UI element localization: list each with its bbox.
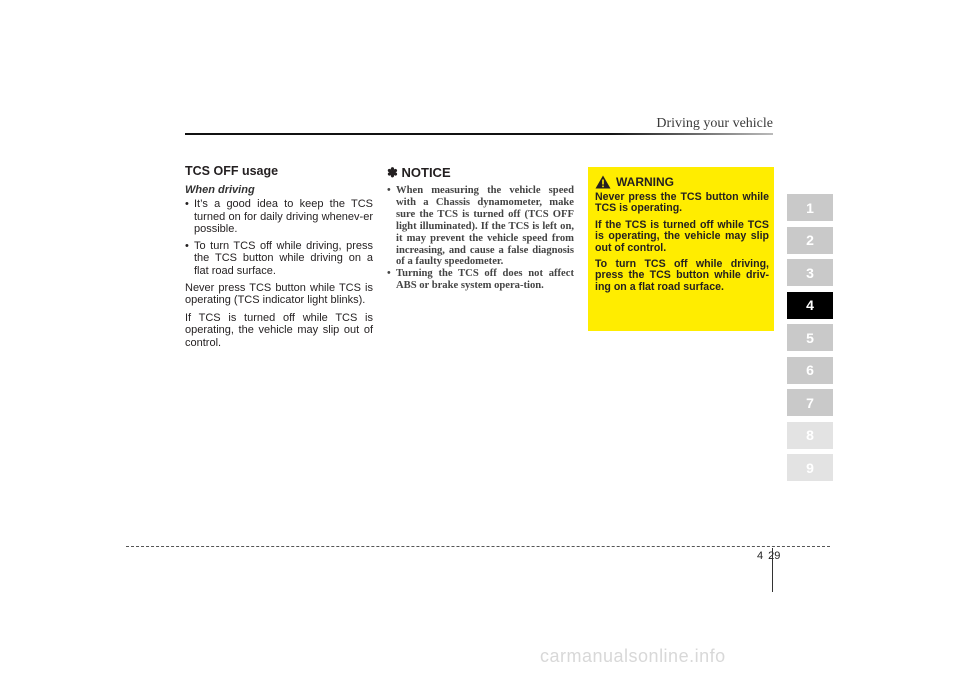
notice-bullet: • When measuring the vehicle speed with a Chassis dynamometer, make sure the TCS is turned off (TCS OFF light illuminated). If the TCS is left on, it may prevent the vehicle speed from increasing, and cause a false diagnosis of a faulty speedometer. [387,185,574,268]
chapter-tabs [787,194,833,487]
watermark: carmanualsonline.info [540,646,726,666]
warning-paragraph: If the TCS is turned off while TCS is operating, the vehicle may slip out of control. [595,218,769,254]
footer-rule [126,546,830,547]
warning-title: WARNING [616,175,674,189]
tcs-usage-section [185,164,373,355]
warning-box [588,167,774,331]
page-chapter: 4 [757,550,764,562]
chapter-tab-3[interactable]: 3 [787,259,833,286]
notice-title: ✽ NOTICE [387,165,451,180]
section-subtitle: When driving [185,184,255,196]
warning-paragraph: To turn TCS off while driving, press the TCS button while driv-ing on a flat road surface. [595,258,769,293]
section-title: TCS OFF usage [185,164,279,178]
chapter-tab-7[interactable]: 7 [787,389,833,416]
page-number-divider [772,548,773,592]
notice-bullet: • Turning the TCS off does not affect ABS or brake system opera-tion. [387,268,574,292]
usage-bullet: • It’s a good idea to keep the TCS turned on for daily driving whenev-er possible. [185,198,373,236]
notice-section [387,165,574,292]
usage-paragraph: If TCS is turned off while TCS is operating, the vehicle may slip out of control. [185,311,373,349]
chapter-tab-2[interactable]: 2 [787,227,833,254]
warning-header [595,175,769,189]
warning-paragraph: Never press the TCS button while TCS is operating. [595,191,769,215]
chapter-tab-4[interactable]: 4 [787,292,833,319]
chapter-tab-8[interactable]: 8 [787,422,833,449]
running-header: Driving your vehicle [656,116,773,131]
page-number [757,550,780,562]
chapter-tab-5[interactable]: 5 [787,324,833,351]
usage-bullets [185,198,373,278]
usage-paragraph: Never press TCS button while TCS is operating (TCS indicator light blinks). [185,281,373,307]
usage-bullet: • To turn TCS off while driving, press the TCS button while driving on a flat road surface. [185,240,373,278]
chapter-tab-6[interactable]: 6 [787,357,833,384]
notice-bullets [387,185,574,292]
chapter-tab-9[interactable]: 9 [787,454,833,481]
page-index: 29 [768,550,781,562]
warning-triangle-icon [595,175,611,189]
header-rule [185,133,773,135]
chapter-tab-1[interactable]: 1 [787,194,833,221]
